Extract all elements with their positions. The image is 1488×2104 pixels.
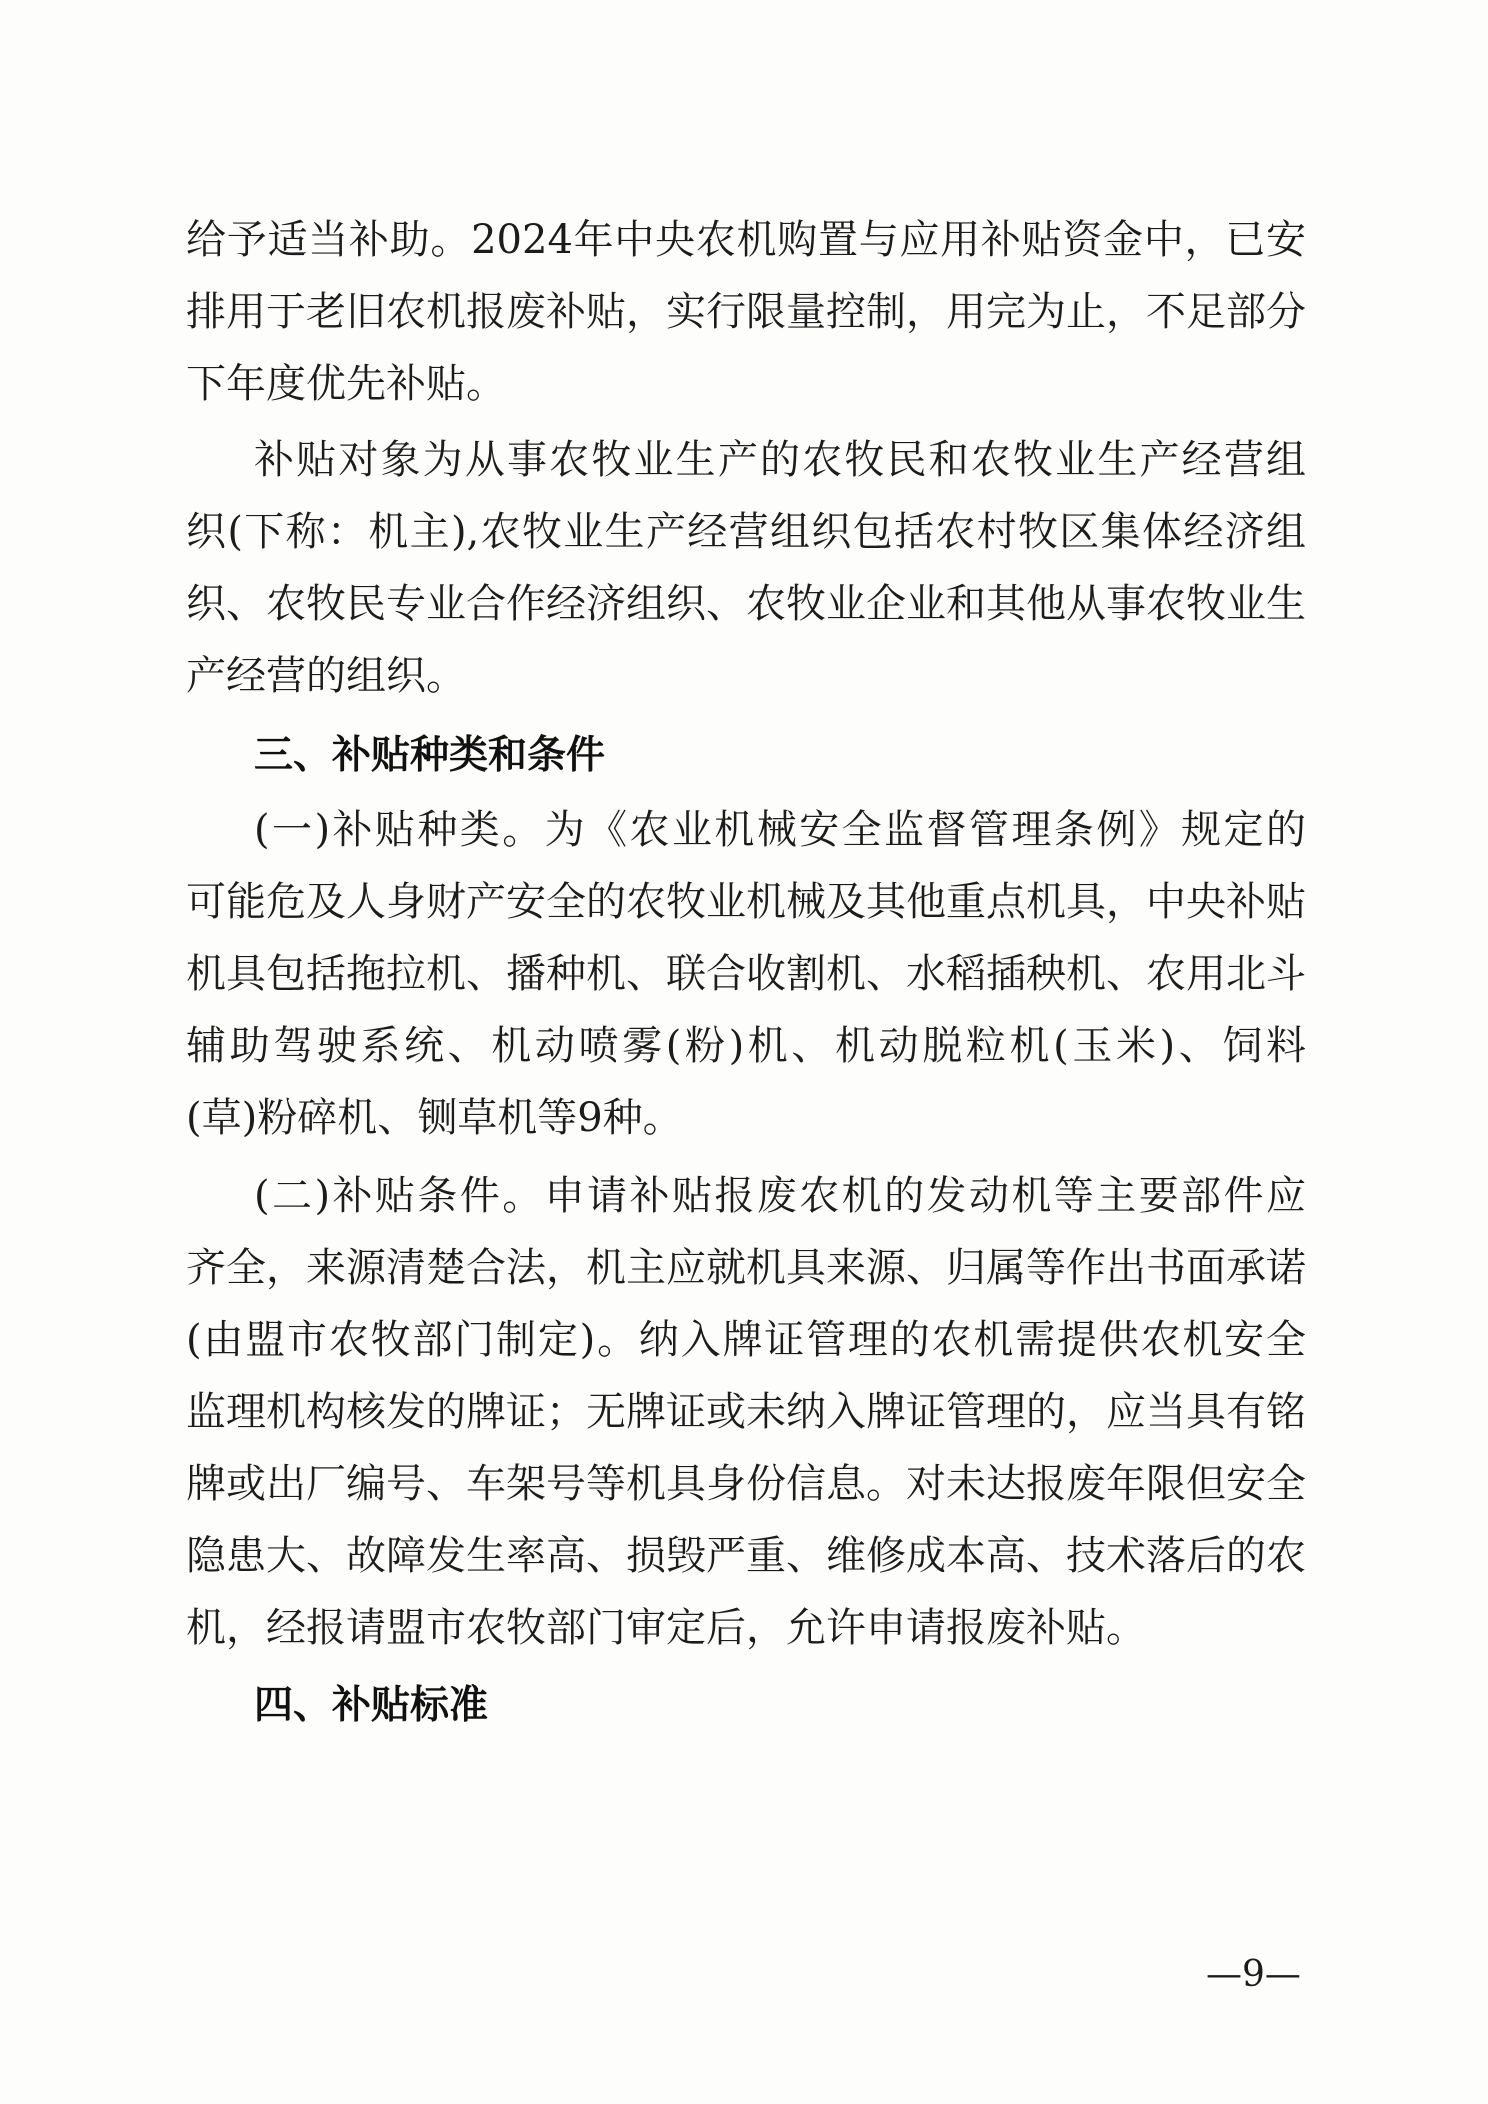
text-line: 辅助驾驶系统、机动喷雾(粉)机、机动脱粒机(玉米)、饲料 — [186, 1023, 1306, 1069]
text-line: (一)补贴种类。为《农业机械安全监督管理条例》规定的 — [254, 807, 1306, 853]
section-heading: 四、补贴标准 — [254, 1683, 489, 1728]
section-heading: 三、补贴种类和条件 — [254, 733, 606, 778]
text-line: 下年度优先补贴。 — [186, 361, 506, 407]
text-line: (草)粉碎机、铡草机等9种。 — [186, 1095, 683, 1141]
text-line: 牌或出厂编号、车架号等机具身份信息。对未达报废年限但安全 — [186, 1461, 1306, 1507]
text-line: (由盟市农牧部门制定)。纳入牌证管理的农机需提供农机安全 — [186, 1317, 1306, 1363]
text-line: 补贴对象为从事农牧业生产的农牧民和农牧业生产经营组 — [254, 437, 1306, 483]
text-line: 织、农牧民专业合作经济组织、农牧业企业和其他从事农牧业生 — [186, 581, 1306, 627]
text-line: 机，经报请盟市农牧部门审定后，允许申请报废补贴。 — [186, 1605, 1146, 1651]
text-line: 机具包括拖拉机、播种机、联合收割机、水稻插秧机、农用北斗 — [186, 951, 1306, 997]
text-line: 排用于老旧农机报废补贴，实行限量控制，用完为止，不足部分 — [186, 289, 1306, 335]
text-line: 隐患大、故障发生率高、损毁严重、维修成本高、技术落后的农 — [186, 1533, 1306, 1579]
text-line: 齐全，来源清楚合法，机主应就机具来源、归属等作出书面承诺 — [186, 1245, 1306, 1291]
text-line: 产经营的组织。 — [186, 653, 466, 699]
text-line: 给予适当补助。2024年中央农机购置与应用补贴资金中，已安 — [186, 217, 1306, 263]
text-line: 监理机构核发的牌证；无牌证或未纳入牌证管理的，应当具有铭 — [186, 1389, 1306, 1435]
text-line: (二)补贴条件。申请补贴报废农机的发动机等主要部件应 — [254, 1173, 1306, 1219]
text-line: 织(下称：机主),农牧业生产经营组织包括农村牧区集体经济组 — [186, 509, 1306, 555]
text-line: 可能危及人身财产安全的农牧业机械及其他重点机具，中央补贴 — [186, 879, 1306, 925]
page-number: —9— — [1206, 1954, 1301, 1995]
